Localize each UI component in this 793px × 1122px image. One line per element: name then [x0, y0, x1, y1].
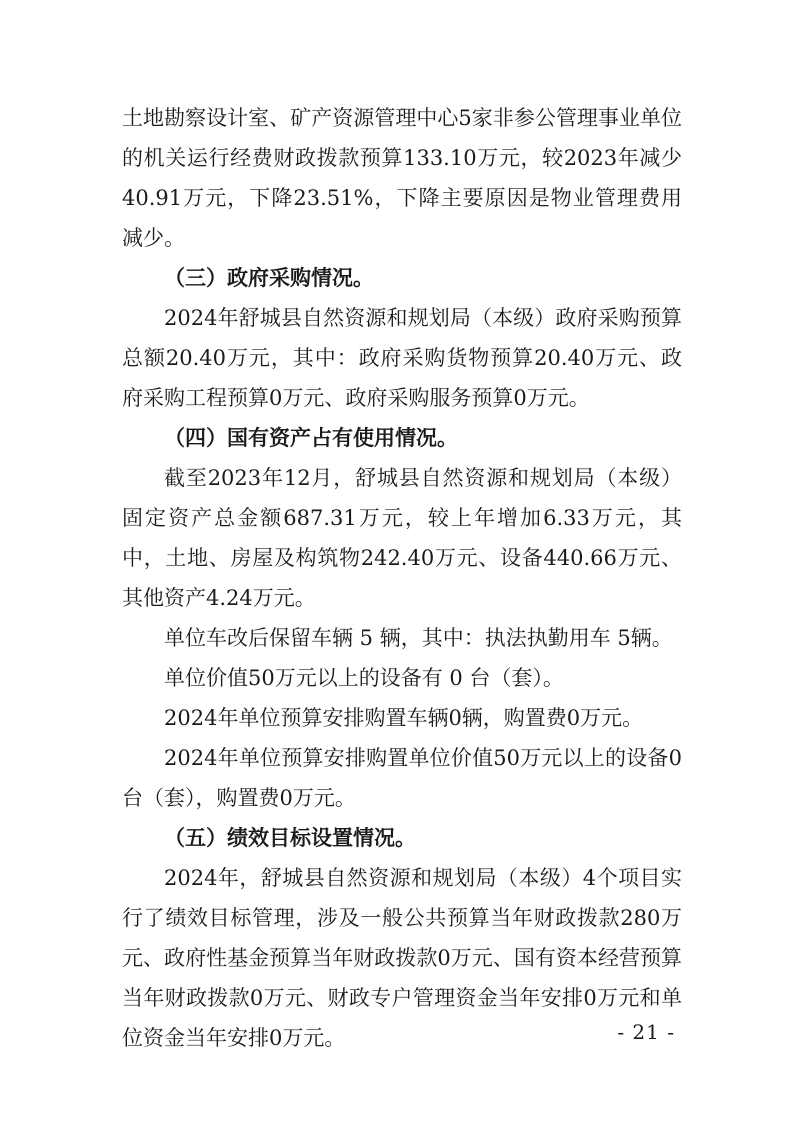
- paragraph-performance-management: 2024年，舒城县自然资源和规划局（本级）4个项目实行了绩效目标管理，涉及一般公共预算当年财政拨款280万元、政府性基金预算当年财政拨款0万元、国有资本经营预算当年财政拨款0万元、财政专户管理资金当年安排0万元和单位资金当年安排0万元。: [122, 866, 682, 1050]
- paragraph-equipment-purchase: 2024年单位预算安排购置单位价值50万元以上的设备0台（套），购置费0万元。: [122, 746, 682, 810]
- heading-government-procurement: （三）政府采购情况。: [164, 265, 374, 290]
- heading-state-assets: （四）国有资产占有使用情况。: [164, 425, 458, 450]
- paragraph-procurement-budget: 2024年舒城县自然资源和规划局（本级）政府采购预算总额20.40万元，其中：政府采购货物预算20.40万元、政府采购工程预算0万元、政府采购服务预算0万元。: [122, 306, 682, 410]
- paragraph-vehicles: 单位车改后保留车辆 5 辆，其中：执法执勤用车 5辆。: [164, 626, 673, 650]
- paragraph-equipment: 单位价值50万元以上的设备有 0 台（套）。: [164, 666, 564, 690]
- page-number: - 21 -: [617, 1020, 675, 1044]
- heading-performance-targets: （五）绩效目标设置情况。: [164, 825, 416, 850]
- document-body: [122, 98, 682, 1058]
- paragraph-operating-expenses: 土地勘察设计室、矿产资源管理中心5家非参公管理事业单位的机关运行经费财政拨款预算133.10万元，较2023年减少40.91万元，下降23.51%，下降主要原因是物业管理费用减少。: [122, 106, 682, 250]
- paragraph-fixed-assets: 截至2023年12月，舒城县自然资源和规划局（本级）固定资产总金额687.31万元，较上年增加6.33万元，其中，土地、房屋及构筑物242.40万元、设备440.66万元、其他资产4.24万元。: [122, 466, 682, 610]
- paragraph-vehicle-purchase: 2024年单位预算安排购置车辆0辆，购置费0万元。: [164, 706, 644, 730]
